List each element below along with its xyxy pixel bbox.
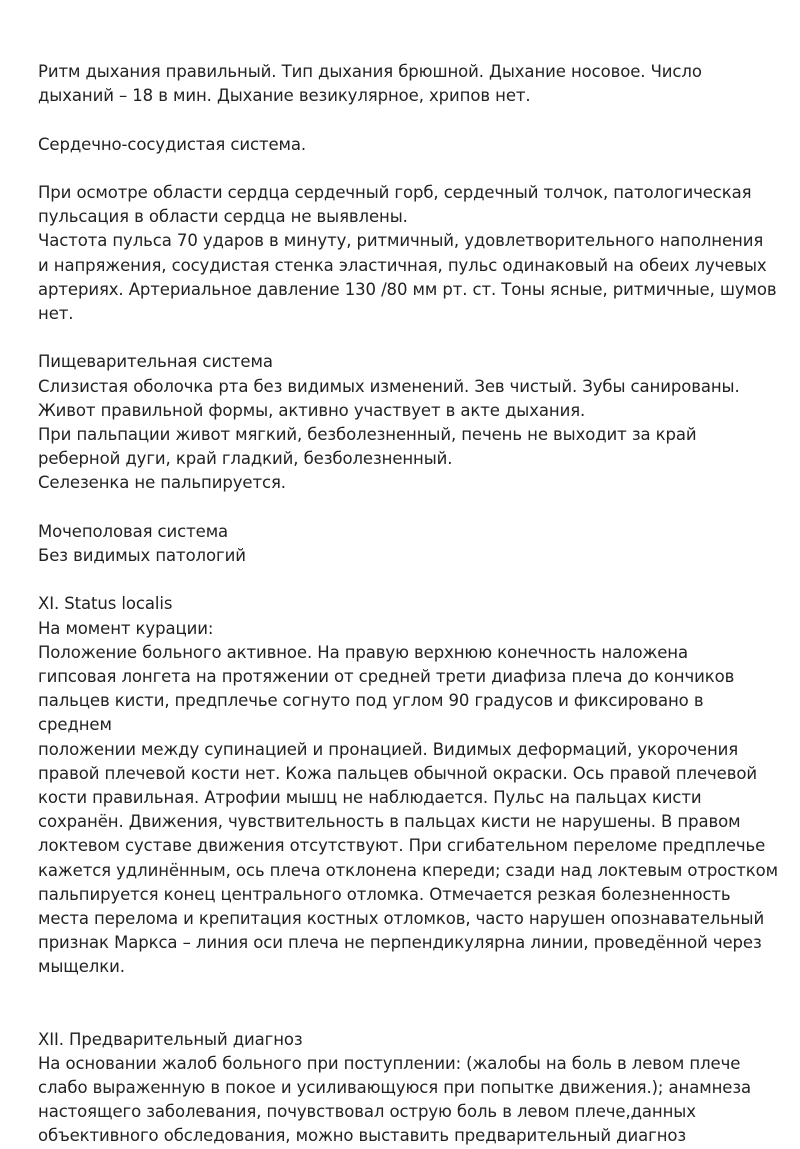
spacer [38, 326, 778, 350]
cardio-heading: Сердечно-сосудистая система. [38, 134, 307, 154]
diagnosis-heading: XII. Предварительный диагноз [38, 1029, 303, 1049]
spacer [38, 980, 778, 1028]
digestive-paragraph: Слизистая оболочка рта без видимых изменений. Зев чистый. Зубы санированы. Живот правильной формы, активно участвует в акте дыхания. При пальпации живот мягкий, безболезненный, печень не выходит за край реберной дуги, край гладкий, безболезненный. Селезенка не пальпируется. [38, 376, 740, 493]
status-localis-heading: XI. Status localis [38, 594, 173, 614]
digestive-heading: Пищеварительная система [38, 352, 273, 372]
spacer [38, 157, 778, 181]
spacer [38, 568, 778, 592]
spacer [38, 108, 778, 132]
spacer [38, 496, 778, 520]
document-page [38, 60, 778, 1149]
status-localis-subheading: На момент курации: [38, 618, 214, 638]
urogenital-heading: Мочеполовая система [38, 521, 229, 541]
diagnosis-paragraph: На основании жалоб больного при поступлении: (жалобы на боль в левом плече слабо выраженную в покое и усиливающуюся при попытке движения.); анамнеза настоящего заболевания, почувствовал острую боль в левом плече,данных объективного обследования, можно выставить предварительный диагноз [38, 1053, 752, 1146]
urogenital-paragraph: Без видимых патологий [38, 546, 246, 565]
cardio-paragraph: При осмотре области сердца сердечный горб, сердечный толчок, патологическая пульсация в области сердца не выявлены. Частота пульса 70 ударов в минуту, ритмичный, удовлетворительного наполнения и напряжения, сосудистая стенка эластичная, пульс одинаковый на обеих лучевых артериях. Артериальное давление 130 /80 мм рт. ст. Тоны ясные, ритмичные, шумов нет. [38, 182, 777, 323]
respiratory-paragraph: Ритм дыхания правильный. Тип дыхания брюшной. Дыхание носовое. Число дыханий – 18 в мин. Дыхание везикулярное, хрипов нет. [38, 62, 702, 106]
status-localis-paragraph: Положение больного активное. На правую верхнюю конечность наложена гипсовая лонгета на протяжении от средней трети диафиза плеча до кончиков пальцев кисти, предплечье согнуто под углом 90 градусов и фиксировано в среднем положении между супинацией и пронацией. Видимых деформаций, укорочения правой плечевой кости нет. Кожа пальцев обычной окраски. Ось правой плечевой кости правильная. Атрофии мышц не наблюдается. Пульс на пальцах кисти сохранён. Движения, чувствительность в пальцах кисти не нарушены. В правом локтевом суставе движения отсутствуют. При сгибательном переломе предплечье кажется удлинённым, ось плеча отклонена кпереди; сзади над локтевым отростком пальпируется конец центрального отломка. Отмечается резкая болезненность места перелома и крепитация костных отломков, часто нарушен опознавательный признак Маркса – линия оси плеча не перпендикулярна линии, проведённой через мыщелки. [38, 642, 778, 977]
